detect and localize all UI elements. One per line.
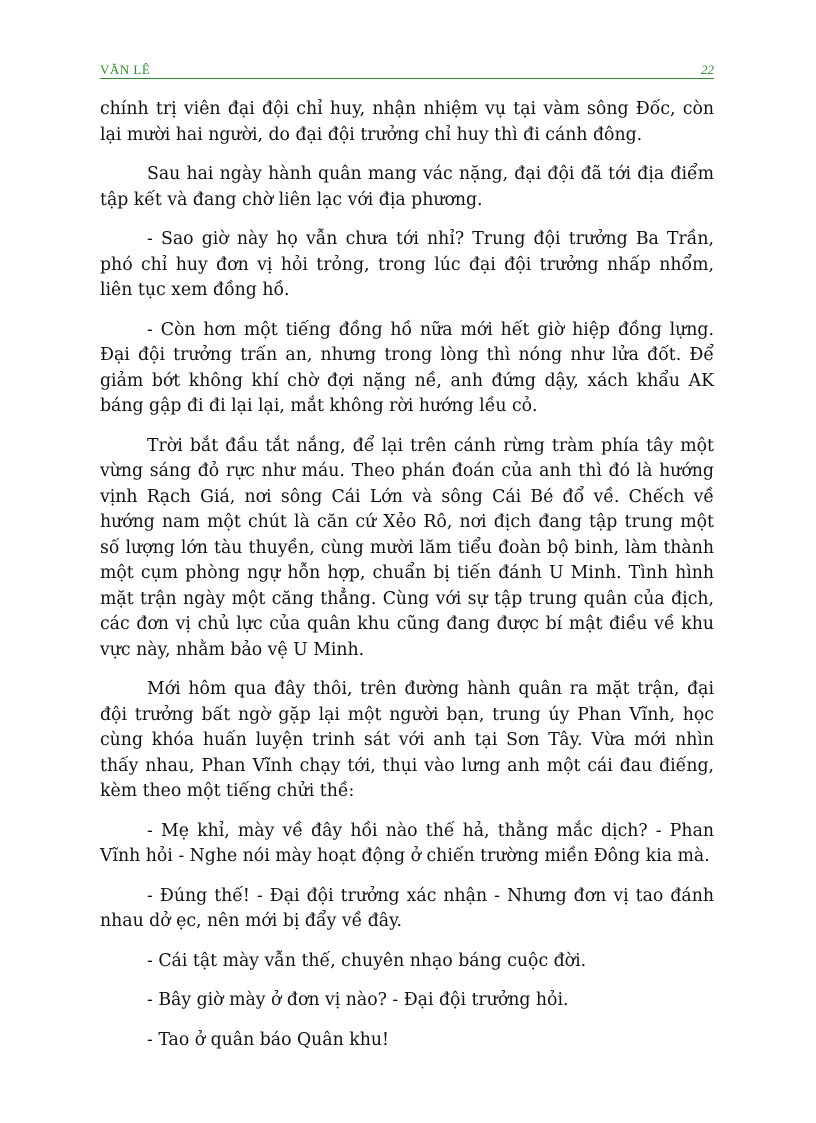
paragraph: chính trị viên đại đội chỉ huy, nhận nhiệm vụ tại vàm sông Đốc, còn lại mười hai người, do đại đội trưởng chỉ huy thì đi cánh đông.	[100, 99, 714, 145]
paragraph: Mới hôm qua đây thôi, trên đường hành quân ra mặt trận, đại đội trưởng bất ngờ gặp lại một người bạn, trung úy Phan Vĩnh, học cùng khóa huấn luyện trinh sát với anh tại Sơn Tây. Vừa mới nhìn thấy nhau, Phan Vĩnh chạy tới, thụi vào lưng anh một cái đau điếng, kèm theo một tiếng chửi thề:	[100, 679, 714, 801]
paragraph: - Đúng thế! - Đại đội trưởng xác nhận - Nhưng đơn vị tao đánh nhau dở ẹc, nên mới bị đẩy về đây.	[100, 885, 714, 931]
paragraph: Sau hai ngày hành quân mang vác nặng, đại đội đã tới địa điểm tập kết và đang chờ liên lạc với địa phương.	[100, 164, 714, 210]
paragraph: - Tao ở quân báo Quân khu!	[147, 1029, 389, 1050]
page-header	[100, 60, 714, 79]
page-number: 22	[701, 62, 714, 77]
paragraph: - Cái tật mày vẫn thế, chuyên nhạo báng cuộc đời.	[147, 950, 587, 971]
header-author: VĂN LÊ	[100, 62, 151, 77]
body-text	[100, 97, 714, 1067]
paragraph: - Còn hơn một tiếng đồng hồ nữa mới hết giờ hiệp đồng lựng. Đại đội trưởng trấn an, nhưng trong lòng thì nóng như lửa đốt. Để giảm bớt không khí chờ đợi nặng nề, anh đứng dậy, xách khẩu AK báng gập đi đi lại lại, mắt không rời hướng lều cỏ.	[100, 319, 714, 416]
paragraph: - Bây giờ mày ở đơn vị nào? - Đại đội trưởng hỏi.	[147, 990, 569, 1010]
paragraph: - Sao giờ này họ vẫn chưa tới nhỉ? Trung đội trưởng Ba Trần, phó chỉ huy đơn vị hỏi trỏng, trong lúc đại đội trưởng nhấp nhổm, liên tục xem đồng hồ.	[100, 229, 714, 300]
paragraph: Trời bắt đầu tắt nắng, để lại trên cánh rừng tràm phía tây một vừng sáng đỏ rực như máu. Theo phán đoán của anh thì đó là hướng vịnh Rạch Giá, nơi sông Cái Lớn và sông Cái Bé đổ về. Chếch về hướng nam một chút là căn cứ Xẻo Rô, nơi địch đang tập trung một số lượng lớn tàu thuyền, cùng mười lăm tiểu đoàn bộ binh, làm thành một cụm phòng ngự hỗn hợp, chuẩn bị tiến đánh U Minh. Tình hình mặt trận ngày một căng thẳng. Cùng với sự tập trung quân của địch, các đơn vị chủ lực của quân khu cũng đang được bí mật điều về khu vực này, nhằm bảo vệ U Minh.	[100, 435, 714, 660]
paragraph: - Mẹ khỉ, mày về đây hồi nào thế hả, thằng mắc dịch? - Phan Vĩnh hỏi - Nghe nói mày hoạt động ở chiến trường miền Đông kia mà.	[100, 820, 714, 866]
